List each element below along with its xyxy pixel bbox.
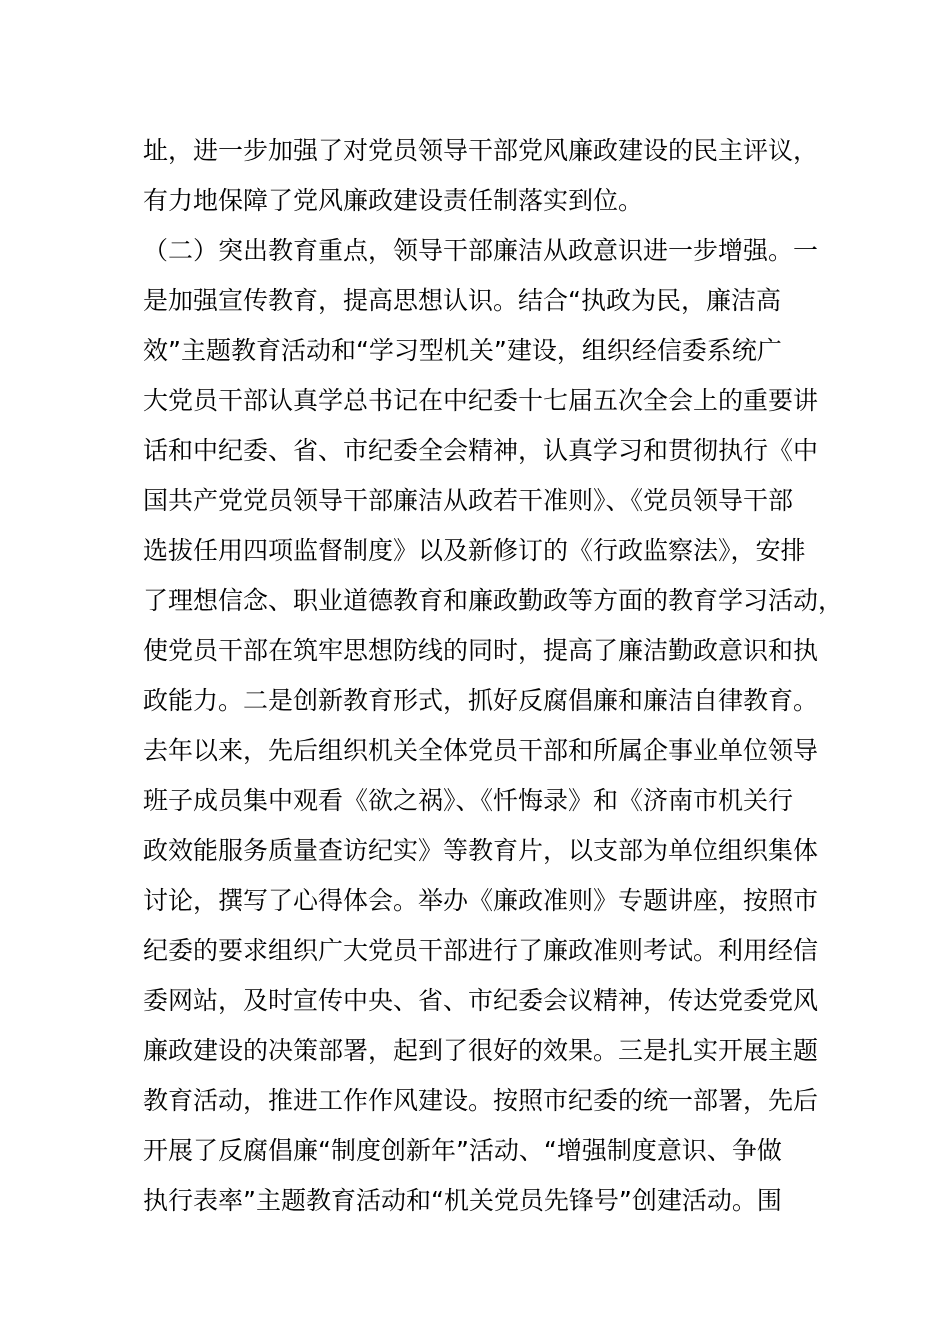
body-text [143, 126, 844, 1226]
text-line-4: 是加强宣传教育，提高思想认识。结合“执政为民，廉洁高 [143, 286, 781, 315]
text-line-11: 使党员干部在筑牢思想防线的同时，提高了廉洁勤政意识和执 [143, 636, 819, 665]
text-line-12: 政能力。二是创新教育形式，抓好反腐倡廉和廉洁自律教育。 [143, 686, 819, 715]
text-line-16: 讨论，撰写了心得体会。举办《廉政准则》专题讲座，按照市 [143, 886, 819, 915]
text-line-8: 国共产党党员领导干部廉洁从政若干准则》、《党员领导干部 [143, 486, 794, 515]
text-line-3: （二）突出教育重点，领导干部廉洁从政意识进一步增强。一 [143, 236, 819, 265]
text-line-5: 效”主题教育活动和“学习型机关”建设，组织经信委系统广 [143, 336, 782, 365]
text-line-15: 政效能服务质量查访纪实》等教育片，以支部为单位组织集体 [143, 836, 819, 865]
text-line-13: 去年以来，先后组织机关全体党员干部和所属企事业单位领导 [143, 736, 819, 765]
text-line-19: 廉政建设的决策部署，起到了很好的效果。三是扎实开展主题 [143, 1036, 819, 1065]
text-line-10: 了理想信念、职业道德教育和廉政勤政等方面的教育学习活动， [143, 586, 844, 615]
text-line-20: 教育活动，推进工作作风建设。按照市纪委的统一部署，先后 [143, 1086, 819, 1115]
text-line-2: 有力地保障了党风廉政建设责任制落实到位。 [143, 186, 644, 215]
text-line-22: 执行表率”主题教育活动和“机关党员先锋号”创建活动。围 [143, 1186, 782, 1215]
text-line-6: 大党员干部认真学总书记在中纪委十七届五次全会上的重要讲 [143, 386, 819, 415]
text-line-18: 委网站，及时宣传中央、省、市纪委会议精神，传达党委党风 [143, 986, 819, 1015]
text-line-14: 班子成员集中观看《欲之祸》、《忏悔录》和《济南市机关行 [143, 786, 794, 815]
text-line-7: 话和中纪委、省、市纪委全会精神，认真学习和贯彻执行《中 [143, 436, 819, 465]
text-line-17: 纪委的要求组织广大党员干部进行了廉政准则考试。利用经信 [143, 936, 819, 965]
text-line-21: 开展了反腐倡廉“制度创新年”活动、“增强制度意识、争做 [143, 1136, 782, 1165]
text-line-9: 选拔任用四项监督制度》以及新修订的《行政监察法》，安排 [143, 536, 806, 565]
text-line-1: 址，进一步加强了对党员领导干部党风廉政建设的民主评议， [143, 136, 819, 165]
